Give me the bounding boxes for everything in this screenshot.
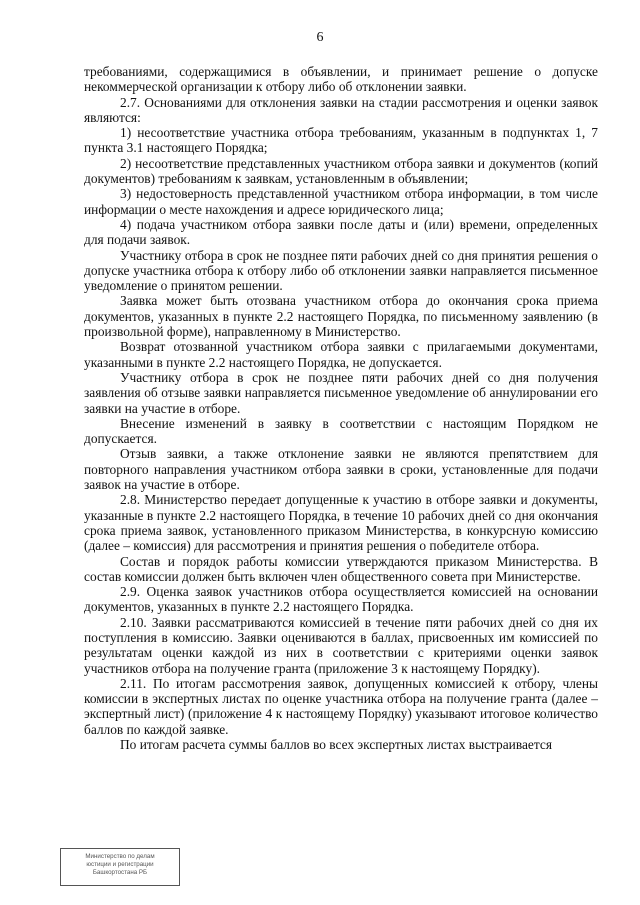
paragraph: 2.8. Министерство передает допущенные к участию в отборе заявки и документы, указанные в пункте 2.2 настоящего Порядка, в течение 10 рабочих дней со дня окончания срока приема заявок, установленного приказом Министерства, в конкурсную комиссию (далее – комиссия) для рассмотрения и принятия решения о победителе отбора. bbox=[84, 492, 598, 554]
paragraph: 4) подача участником отбора заявки после даты и (или) времени, определенных для подачи заявок. bbox=[84, 216, 598, 248]
paragraph: Участнику отбора в срок не позднее пяти рабочих дней со дня получения заявления об отзыве заявки направляется письменное уведомление об аннулировании его заявки на участие в отборе. bbox=[84, 369, 598, 416]
paragraph: 2.11. По итогам рассмотрения заявок, допущенных комиссией к отбору, члены комиссии в экспертных листах по оценке участника отбора на получение гранта (далее – экспертный лист) (приложение 4 к настоящему Порядку) указывают итоговое количество баллов по каждой заявке. bbox=[84, 675, 598, 737]
stamp-line: Министерство по делам bbox=[85, 853, 155, 860]
page-number: 6 bbox=[316, 30, 324, 45]
paragraph: 2.7. Основаниями для отклонения заявки на стадии рассмотрения и оценки заявок являются: bbox=[84, 94, 598, 125]
paragraph: Возврат отозванной участником отбора заявки с прилагаемыми документами, указанными в пункте 2.2 настоящего Порядка, не допускается. bbox=[84, 339, 598, 370]
paragraph: Заявка может быть отозвана участником отбора до окончания срока приема документов, указанных в пункте 2.2 настоящего Порядка, по письменному заявлению (в произвольной форме), направленному в Министерство. bbox=[84, 293, 598, 340]
paragraph: 2) несоответствие представленных участником отбора заявки и документов (копий документов) требованиям к заявкам, установленным в объявлении; bbox=[84, 155, 598, 187]
paragraph: 2.9. Оценка заявок участников отбора осуществляется комиссией на основании документов, указанных в пункте 2.2 настоящего Порядка. bbox=[84, 584, 598, 615]
paragraph: Внесение изменений в заявку в соответствии с настоящим Порядком не допускается. bbox=[84, 415, 598, 447]
paragraph: Участнику отбора в срок не позднее пяти рабочих дней со дня принятия решения о допуске участника отбора к отбору либо об отклонении заявки направляется письменное уведомление о принятом решении. bbox=[84, 247, 598, 294]
paragraph: 3) недостоверность представленной участником отбора информации, в том числе информации о месте нахождения и адресе юридического лица; bbox=[84, 186, 598, 217]
paragraph: требованиями, содержащимися в объявлении, и принимает решение о допуске некоммерческой организации к отбору либо об отклонении заявки. bbox=[84, 64, 598, 95]
paragraph: 1) несоответствие участника отбора требованиям, указанным в подпунктах 1, 7 пункта 3.1 настоящего Порядка; bbox=[84, 125, 598, 156]
paragraph: Отзыв заявки, а также отклонение заявки не являются препятствием для повторного направления участником отбора заявки в сроки, установленные для подачи заявок на участие в отборе. bbox=[84, 446, 598, 493]
registration-stamp bbox=[60, 848, 180, 886]
paragraph: Состав и порядок работы комиссии утверждаются приказом Министерства. В состав комиссии должен быть включен член общественного совета при Министерстве. bbox=[84, 553, 598, 584]
paragraph: По итогам расчета суммы баллов во всех экспертных листах выстраивается bbox=[120, 737, 552, 753]
stamp-line: юстиции и регистрации bbox=[86, 861, 154, 868]
stamp-line: Башкортостана РБ bbox=[92, 869, 148, 876]
paragraph: 2.10. Заявки рассматриваются комиссией в течение пяти рабочих дней со дня их поступления в комиссию. Заявки оцениваются в баллах, присвоенных им комиссией по результатам оценки каждой из них в соответствии с критериями оценки заявок участников отбора на получение гранта (приложение 3 к настоящему Порядку). bbox=[84, 614, 598, 676]
document-body bbox=[84, 64, 598, 752]
